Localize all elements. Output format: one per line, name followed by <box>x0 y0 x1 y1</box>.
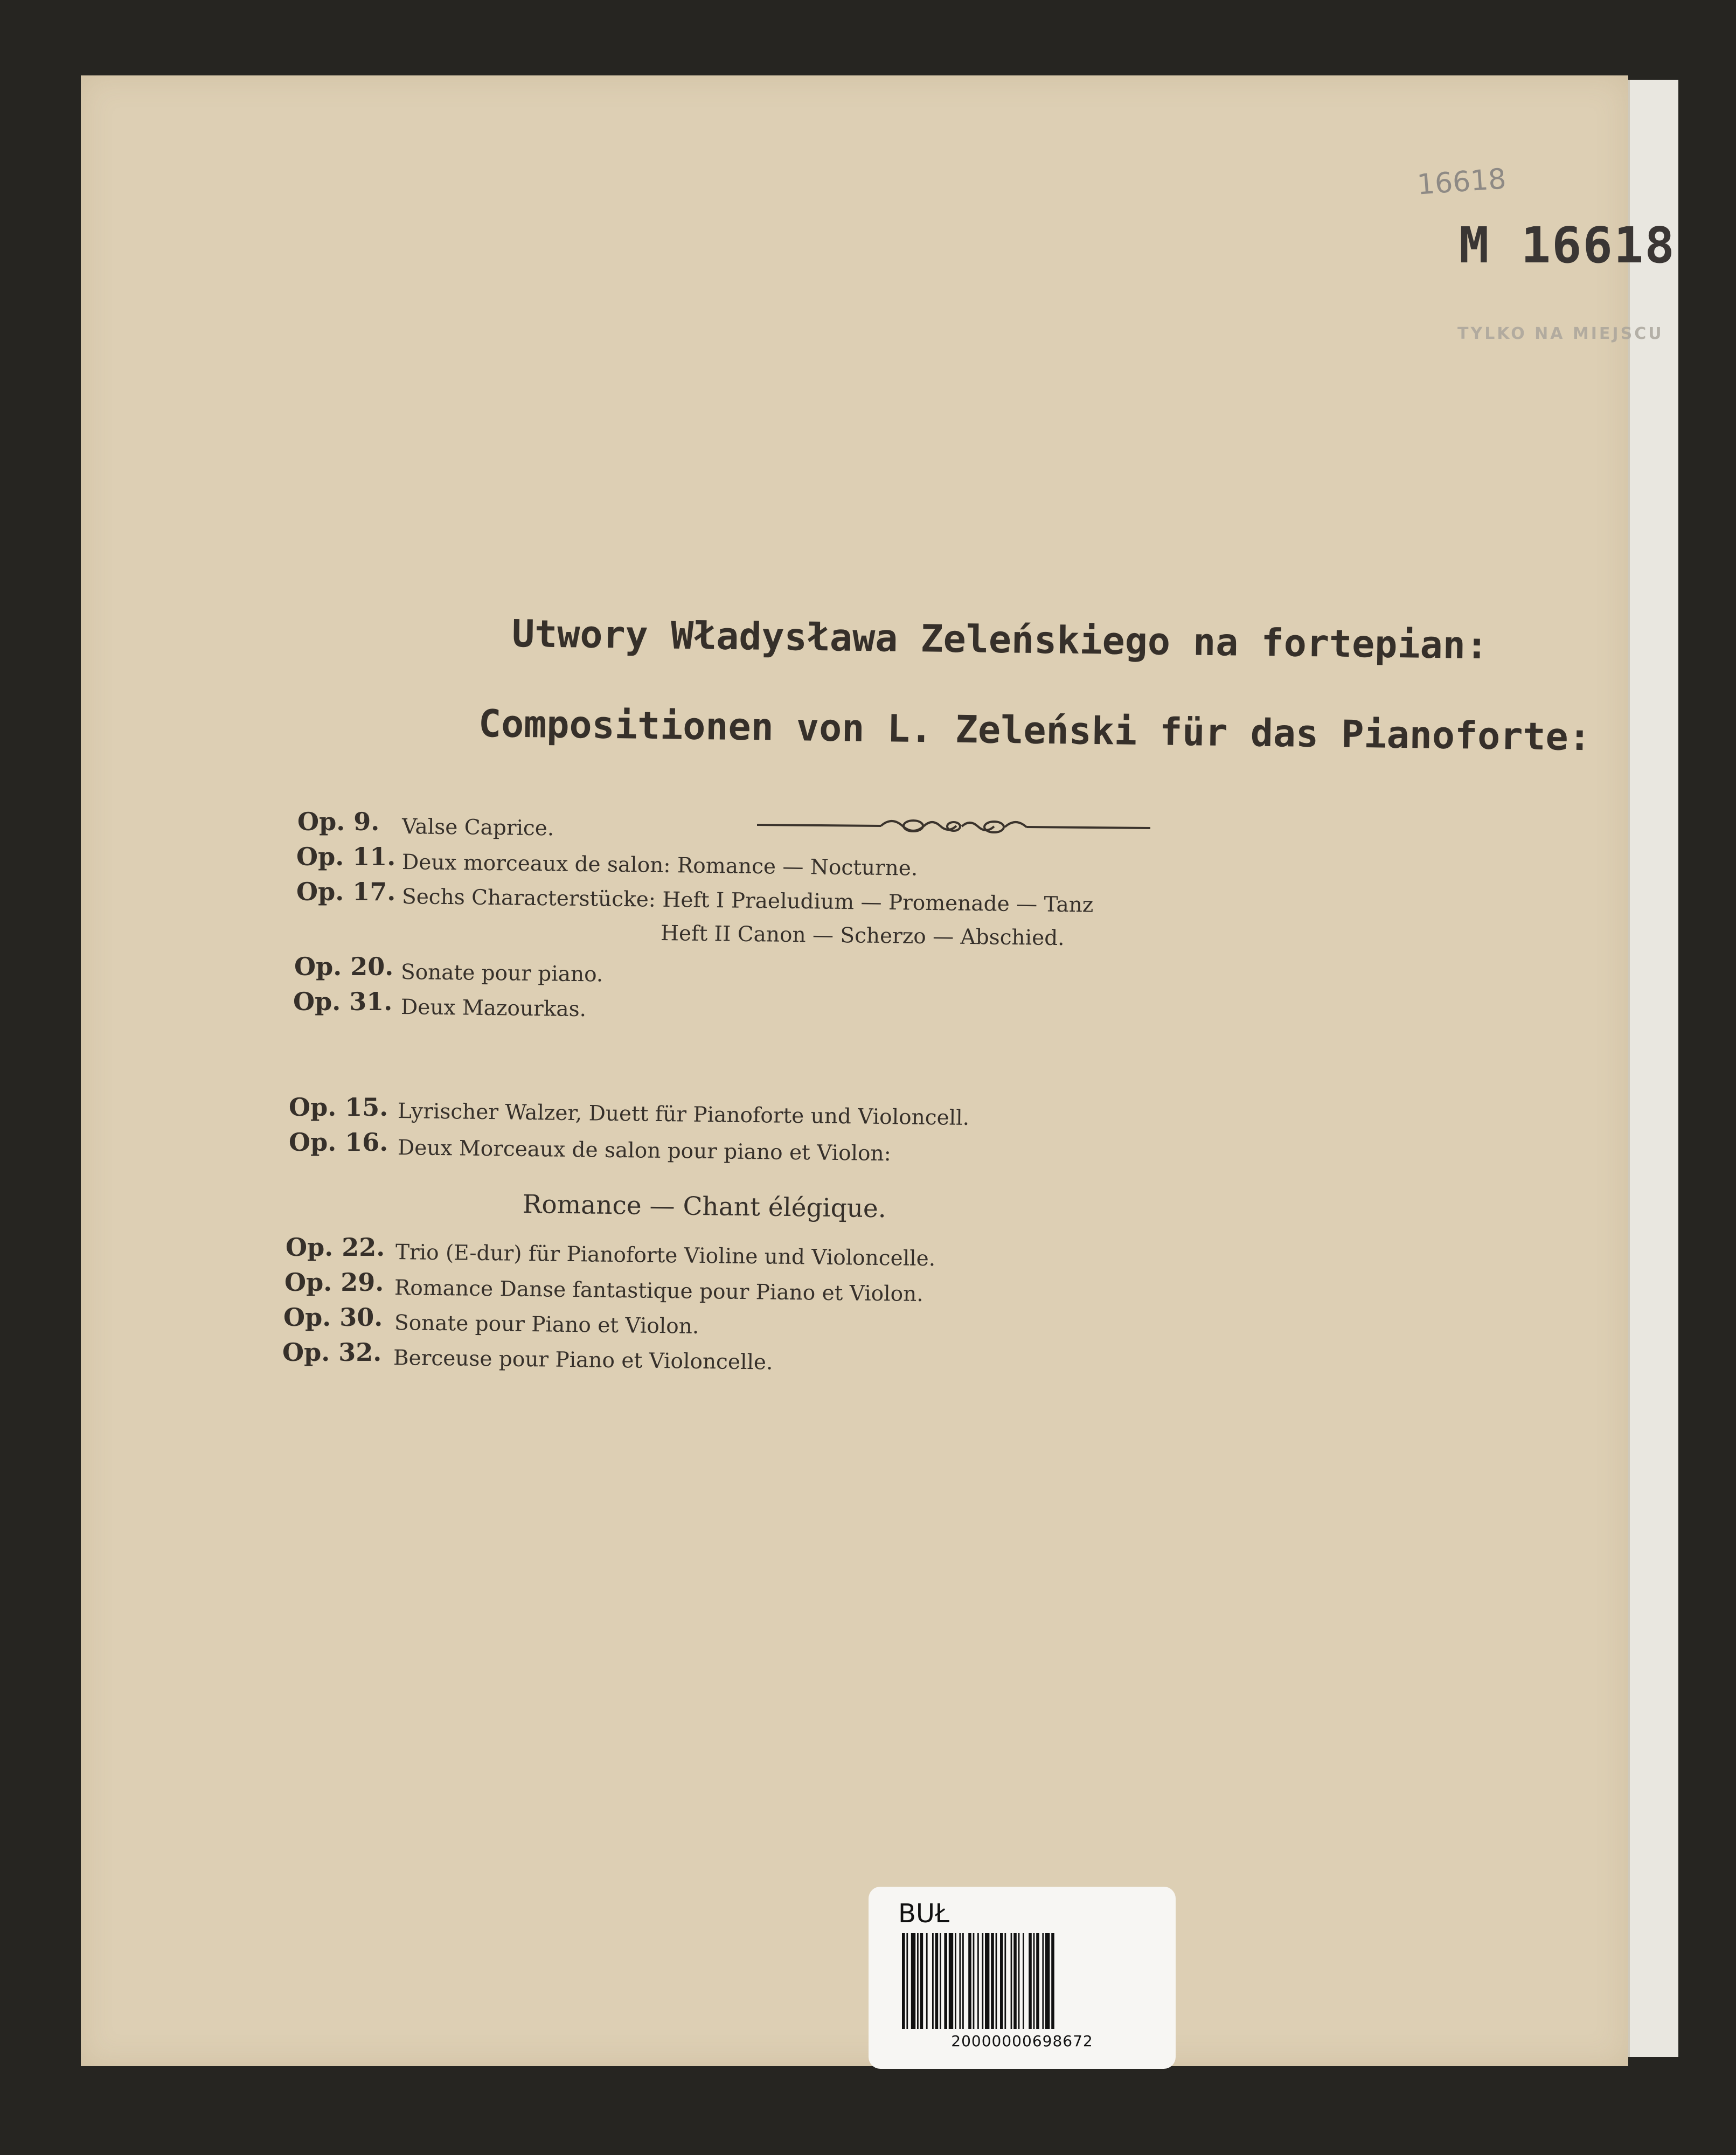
barcode-bar <box>926 1933 928 2029</box>
barcode-bar <box>935 1933 939 2029</box>
work-title: Deux morceaux de salon: Romance — Nocturne. <box>401 850 918 881</box>
pencil-note: 16618 <box>1416 163 1508 201</box>
barcode-bar <box>996 1933 997 2029</box>
work-title: Sechs Characterstücke: Heft I Praeludium — Promenade — Tanz <box>401 885 1094 917</box>
page <box>81 75 1676 2066</box>
work-title: Sonate pour piano. <box>400 960 603 987</box>
ornament-divider <box>757 810 1150 842</box>
barcode-bar <box>1004 1933 1006 2029</box>
barcode-bar <box>1018 1933 1020 2029</box>
barcode-bar <box>1000 1933 1003 2029</box>
barcode-bar <box>973 1933 975 2029</box>
paper-edge <box>1628 80 1678 2057</box>
barcode-bar <box>977 1933 979 2029</box>
barcode-bar <box>911 1933 915 2029</box>
barcode-bar <box>1045 1933 1050 2029</box>
barcode-bar <box>902 1933 905 2029</box>
barcode-bar <box>917 1933 919 2029</box>
work-title-continuation: Heft II Canon — Scherzo — Abschied. <box>660 921 1065 951</box>
barcode-bar <box>940 1933 941 2029</box>
library-code: BUŁ <box>898 1899 950 1929</box>
work-title: Deux Mazourkas. <box>400 995 587 1022</box>
barcode-label <box>869 1887 1176 2069</box>
title-polish: Utwory Władysława Zeleńskiego na fortepian: <box>511 611 1489 668</box>
barcode-bar <box>1023 1933 1024 2029</box>
barcode-bar <box>1013 1933 1017 2029</box>
barcode-bar <box>985 1933 989 2029</box>
library-stamp: TYLKO NA MIEJSCU <box>1457 324 1664 343</box>
barcode-bar <box>991 1933 994 2029</box>
opus-number: Op. 29. <box>284 1268 384 1297</box>
work-subtitle: Romance — Chant élégique. <box>522 1190 887 1224</box>
work-title: Deux Morceaux de salon pour piano et Violon: <box>397 1136 892 1166</box>
barcode-bar <box>955 1933 956 2029</box>
opus-number: Op. 31. <box>293 987 393 1016</box>
barcode-bar <box>1042 1933 1044 2029</box>
work-title: Berceuse pour Piano et Violoncelle. <box>393 1346 773 1375</box>
opus-number: Op. 32. <box>282 1338 382 1367</box>
work-title: Romance Danse fantastique pour Piano et Violon. <box>394 1276 923 1306</box>
barcode-bar <box>1033 1933 1035 2029</box>
barcode-bar <box>1036 1933 1039 2029</box>
opus-number: Op. 20. <box>294 952 394 981</box>
barcode-bar <box>1051 1933 1054 2029</box>
opus-number: Op. 22. <box>286 1233 385 1262</box>
barcode-bar <box>968 1933 971 2029</box>
opus-number: Op. 9. <box>297 807 380 836</box>
barcode-bar <box>920 1933 923 2029</box>
work-title: Trio (E-dur) für Pianoforte Violine und Violoncelle. <box>395 1240 936 1271</box>
opus-number: Op. 17. <box>296 877 396 906</box>
shelfmark: M 16618 <box>1459 217 1676 274</box>
opus-number: Op. 16. <box>289 1128 388 1157</box>
barcode-bar <box>1011 1933 1012 2029</box>
barcode-number: 20000000698672 <box>951 2032 1093 2050</box>
barcode-bar <box>944 1933 947 2029</box>
opus-number: Op. 15. <box>289 1093 388 1122</box>
barcode-bar <box>962 1933 964 2029</box>
barcode-bar <box>1029 1933 1032 2029</box>
barcode-bar <box>959 1933 961 2029</box>
barcode-bar <box>906 1933 908 2029</box>
work-title: Sonate pour Piano et Violon. <box>394 1311 699 1339</box>
barcode-bar <box>949 1933 953 2029</box>
barcode-bar <box>932 1933 934 2029</box>
title-german: Compositionen von L. Zeleński für das Pianoforte: <box>478 701 1592 760</box>
barcode <box>902 1933 1142 2029</box>
opus-number: Op. 11. <box>296 842 396 871</box>
opus-number: Op. 30. <box>283 1303 383 1332</box>
barcode-bar <box>982 1933 983 2029</box>
work-title: Lyrischer Walzer, Duett für Pianoforte und Violoncell. <box>397 1099 970 1130</box>
work-title: Valse Caprice. <box>401 815 554 841</box>
